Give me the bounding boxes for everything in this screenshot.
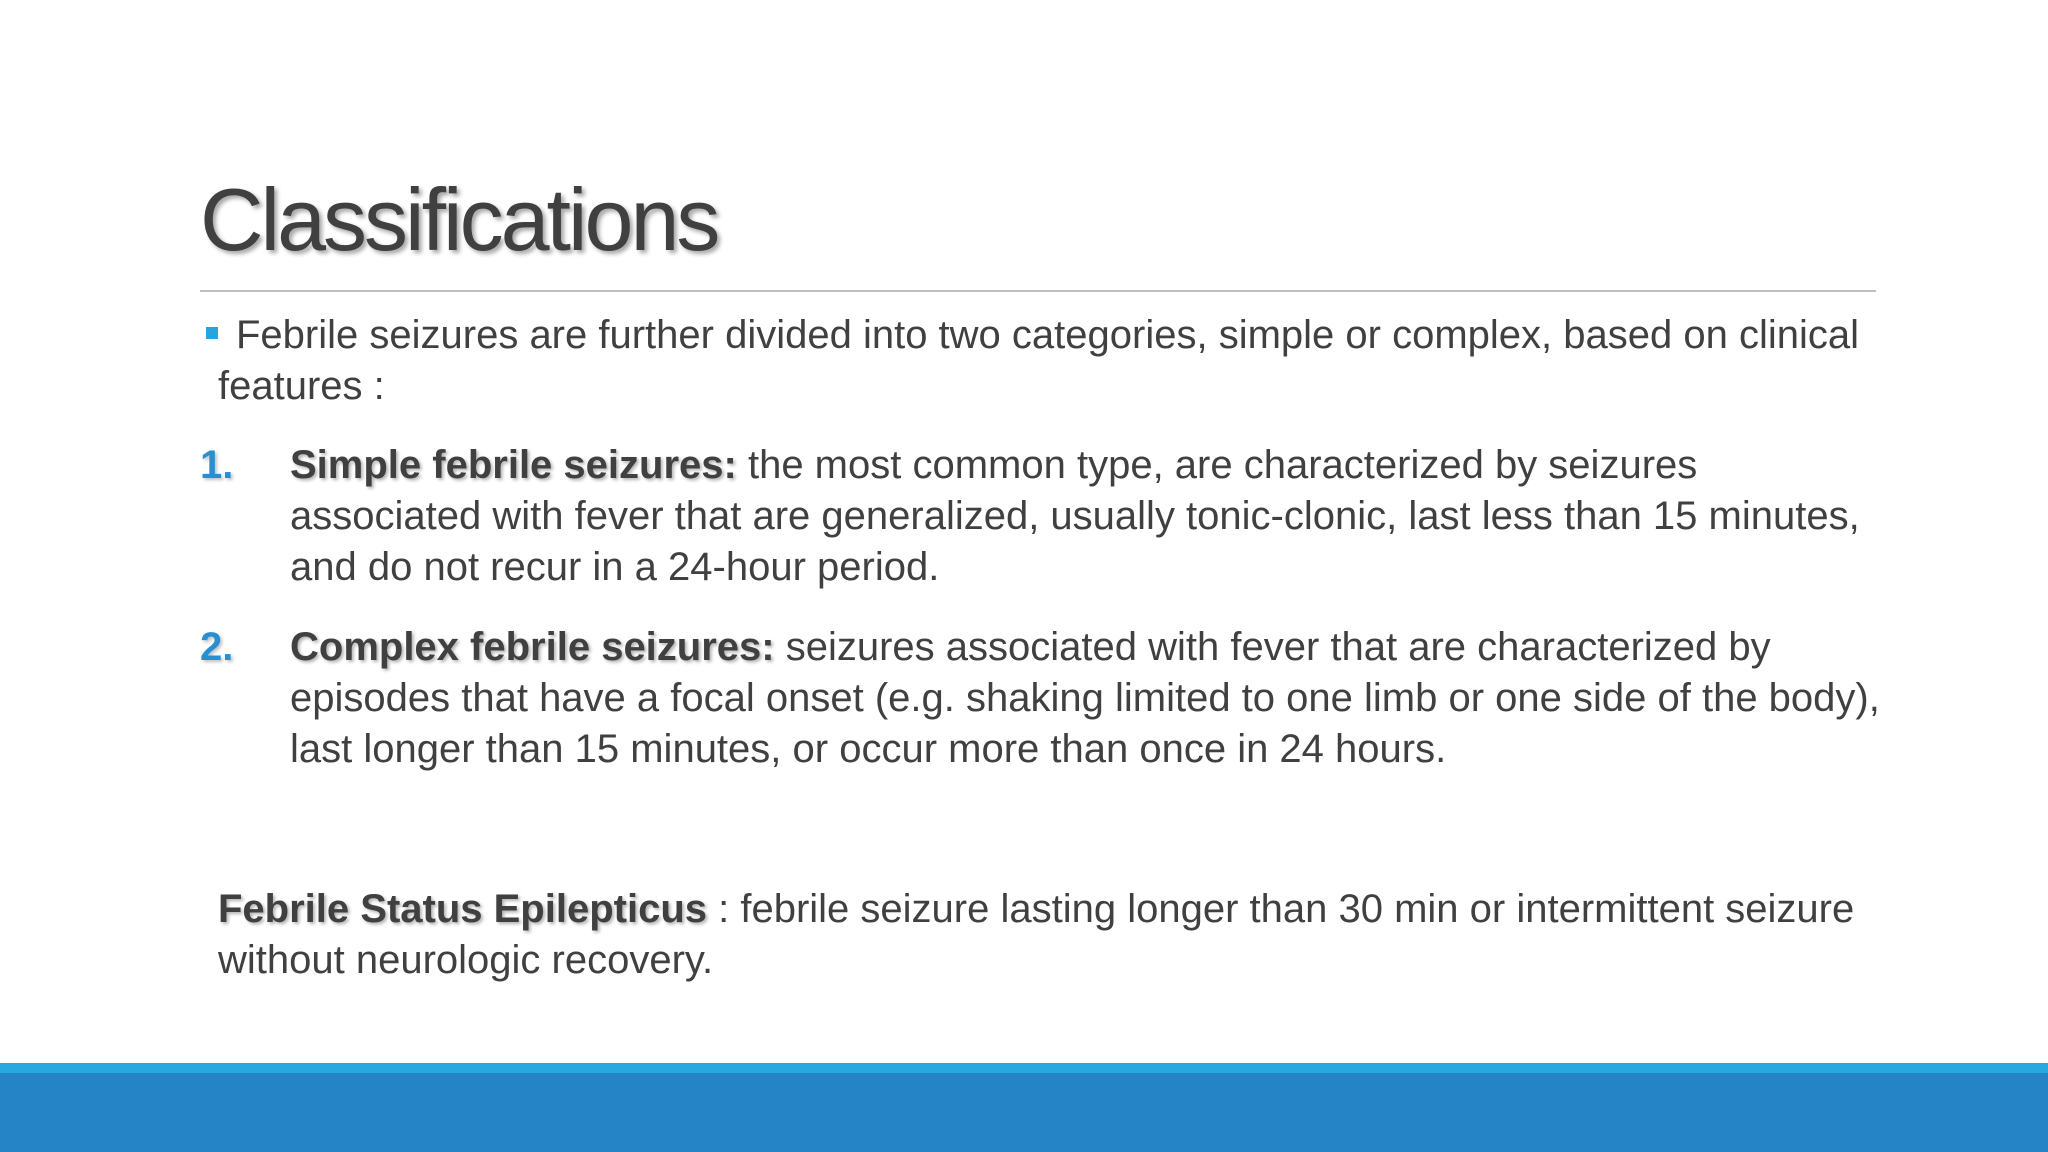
list-item-text: the most common type, are characterized by seizures associated with fever that are generalized, usually tonic-clonic, last less than 15 minutes, and do not recur in a 24-hour period. <box>290 443 1860 589</box>
list-item-content <box>290 440 1880 593</box>
square-bullet-icon <box>206 327 218 339</box>
list-item-simple <box>200 440 1880 593</box>
intro-bullet-text: Febrile seizures are further divided into two categories, simple or complex, based on clinical features : <box>218 313 1859 408</box>
list-item-text: seizures associated with fever that are characterized by episodes that have a focal onset (e.g. shaking limited to one limb or one side of the body), last longer than 15 minutes, or occur more than once in 24 hours. <box>290 625 1880 771</box>
footer-accent-stripe <box>0 1063 2048 1073</box>
list-item-term: Complex febrile seizures: <box>290 625 775 669</box>
intro-bullet <box>218 310 1878 412</box>
footer-bar <box>0 1073 2048 1152</box>
slide-title: Classifications <box>200 170 718 269</box>
list-number: 2. <box>200 625 234 669</box>
status-epilepticus-note <box>218 884 1878 986</box>
status-text: : febrile seizure lasting longer than 30 min or intermittent seizure without neurologic recovery. <box>218 887 1855 982</box>
title-divider <box>200 290 1876 292</box>
status-term: Febrile Status Epilepticus <box>218 887 708 931</box>
list-item-term: Simple febrile seizures: <box>290 443 737 487</box>
list-item-complex <box>200 622 1880 775</box>
list-number: 1. <box>200 443 234 487</box>
list-item-content <box>290 622 1880 775</box>
